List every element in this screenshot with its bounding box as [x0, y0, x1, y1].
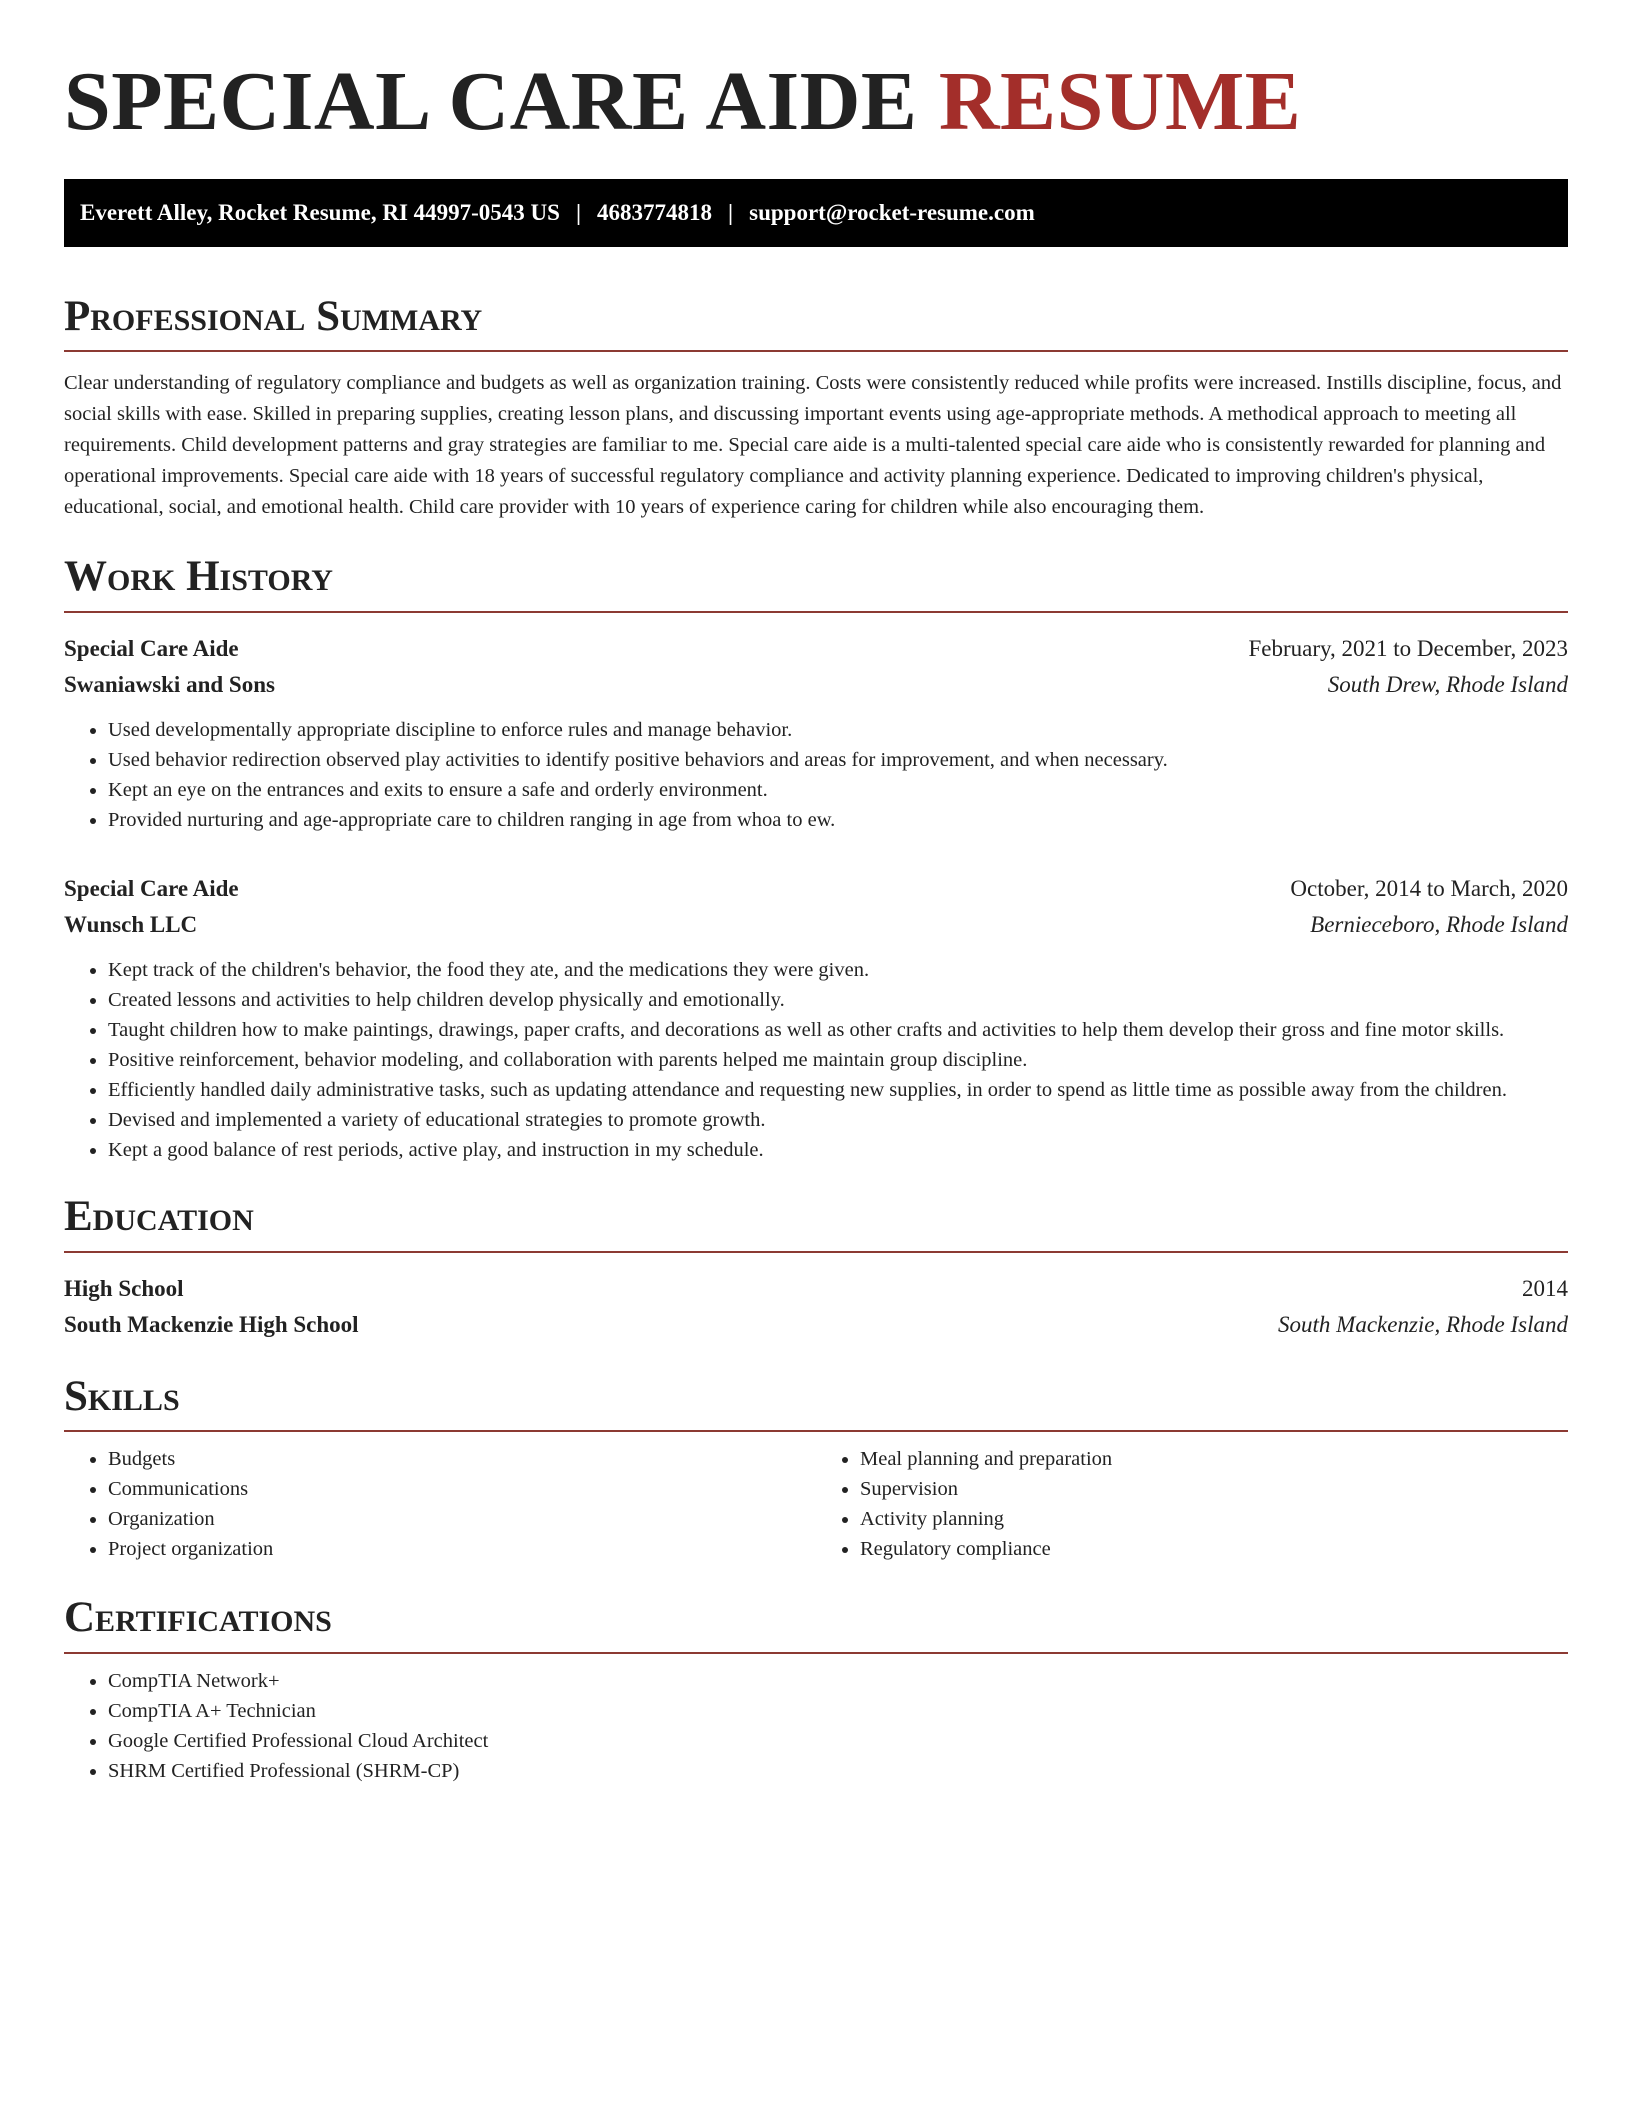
education-year: 2014	[1522, 1275, 1568, 1301]
job-company-row	[64, 907, 1568, 943]
education-heading: Education	[64, 1192, 254, 1240]
skill-item: • Communications	[108, 1474, 816, 1504]
job-location: Bernieceboro, Rhode Island	[1310, 911, 1568, 937]
education-entry	[64, 1271, 1568, 1343]
skill-item: • Budgets	[108, 1444, 816, 1474]
job-bullet: • Created lessons and activities to help children develop physically and emotionally.	[108, 985, 1568, 1015]
section-divider	[64, 1251, 1568, 1253]
certification-item: • CompTIA Network+	[108, 1666, 1568, 1696]
contact-email: support@rocket-resume.com	[749, 199, 1035, 225]
skill-item: • Activity planning	[860, 1504, 1568, 1534]
work-history-heading: Work History	[64, 553, 333, 601]
job-header-row	[64, 871, 1568, 907]
skill-item: • Regulatory compliance	[860, 1534, 1568, 1564]
education-degree: High School	[64, 1275, 184, 1301]
education-location: South Mackenzie, Rhode Island	[1278, 1311, 1568, 1337]
summary-heading: Professional Summary	[64, 292, 483, 340]
job-company: Wunsch LLC	[64, 911, 198, 937]
skill-item: • Supervision	[860, 1474, 1568, 1504]
skill-item: • Organization	[108, 1504, 816, 1534]
job-dates: February, 2021 to December, 2023	[1248, 635, 1568, 661]
job-bullet: • Used developmentally appropriate discipline to enforce rules and manage behavior.	[108, 715, 1568, 745]
section-divider	[64, 1652, 1568, 1654]
job-bullet: • Kept track of the children's behavior, the food they ate, and the medications they were given.	[108, 955, 1568, 985]
title-accent: RESUME	[938, 55, 1302, 148]
education-school: South Mackenzie High School	[64, 1311, 359, 1337]
job-location: South Drew, Rhode Island	[1327, 671, 1568, 697]
section-divider	[64, 1430, 1568, 1432]
skill-item: • Project organization	[108, 1534, 816, 1564]
job-bullets	[64, 955, 1568, 1165]
certifications-list	[64, 1666, 1568, 1786]
job-bullet: • Positive reinforcement, behavior modeling, and collaboration with parents helped me maintain group discipline.	[108, 1045, 1568, 1075]
skills-list-left	[64, 1444, 816, 1564]
contact-phone: 4683774818	[597, 199, 713, 225]
resume-title	[64, 0, 1568, 153]
job-bullet: • Kept an eye on the entrances and exits to ensure a safe and orderly environment.	[108, 775, 1568, 805]
job-bullets	[64, 715, 1568, 835]
contact-separator: |	[728, 199, 734, 225]
job-bullet: • Efficiently handled daily administrative tasks, such as updating attendance and requesting new supplies, in order to spend as little time as possible away from the children.	[108, 1075, 1568, 1105]
job-bullet: • Used behavior redirection observed play activities to identify positive behaviors and areas for improvement, and when necessary.	[108, 745, 1568, 775]
job-bullet: • Taught children how to make paintings, drawings, paper crafts, and decorations as well as other crafts and activities to help them develop their gross and fine motor skills.	[108, 1015, 1568, 1045]
job-bullet: • Provided nurturing and age-appropriate care to children ranging in age from whoa to ew.	[108, 805, 1568, 835]
job-title: Special Care Aide	[64, 875, 239, 901]
job-entry	[64, 631, 1568, 835]
certification-item: • Google Certified Professional Cloud Architect	[108, 1726, 1568, 1756]
job-header-row	[64, 631, 1568, 667]
job-company: Swaniawski and Sons	[64, 671, 275, 697]
job-entry	[64, 871, 1568, 1165]
summary-text: Clear understanding of regulatory compliance and budgets as well as organization training. Costs were consistently reduced while profits were increased. Instills discipline, focus, and social skills with ease. Skilled in preparing supplies, creating lesson plans, and discussing important events using age-appropriate methods. A methodical approach to meeting all requirements. Child development patterns and gray strategies are familiar to me. Special care aide is a multi-talented special care aide who is consistently rewarded for planning and operational improvements. Special care aide with 18 years of successful regulatory compliance and activity planning experience. Dedicated to improving children's physical, educational, social, and emotional health. Child care provider with 10 years of experience caring for children while also encouraging them.	[64, 372, 1562, 519]
skill-item: • Meal planning and preparation	[860, 1444, 1568, 1474]
title-main: SPECIAL CARE AIDE	[64, 55, 918, 148]
section-divider	[64, 350, 1568, 352]
job-dates: October, 2014 to March, 2020	[1290, 875, 1568, 901]
job-bullet: • Devised and implemented a variety of educational strategies to promote growth.	[108, 1105, 1568, 1135]
job-title: Special Care Aide	[64, 635, 239, 661]
contact-address: Everett Alley, Rocket Resume, RI 44997-0543 US	[80, 199, 560, 225]
section-divider	[64, 611, 1568, 613]
skills-columns	[64, 1444, 1568, 1564]
education-school-row	[64, 1307, 1568, 1343]
skills-heading: Skills	[64, 1372, 180, 1420]
contact-separator: |	[575, 199, 582, 225]
contact-bar	[64, 179, 1568, 247]
skills-list-right	[816, 1444, 1568, 1564]
job-bullet: • Kept a good balance of rest periods, active play, and instruction in my schedule.	[108, 1135, 1568, 1165]
certification-item: • CompTIA A+ Technician	[108, 1696, 1568, 1726]
job-company-row	[64, 667, 1568, 703]
certifications-heading: Certifications	[64, 1594, 332, 1642]
certification-item: • SHRM Certified Professional (SHRM-CP)	[108, 1756, 1568, 1786]
education-header-row	[64, 1271, 1568, 1307]
